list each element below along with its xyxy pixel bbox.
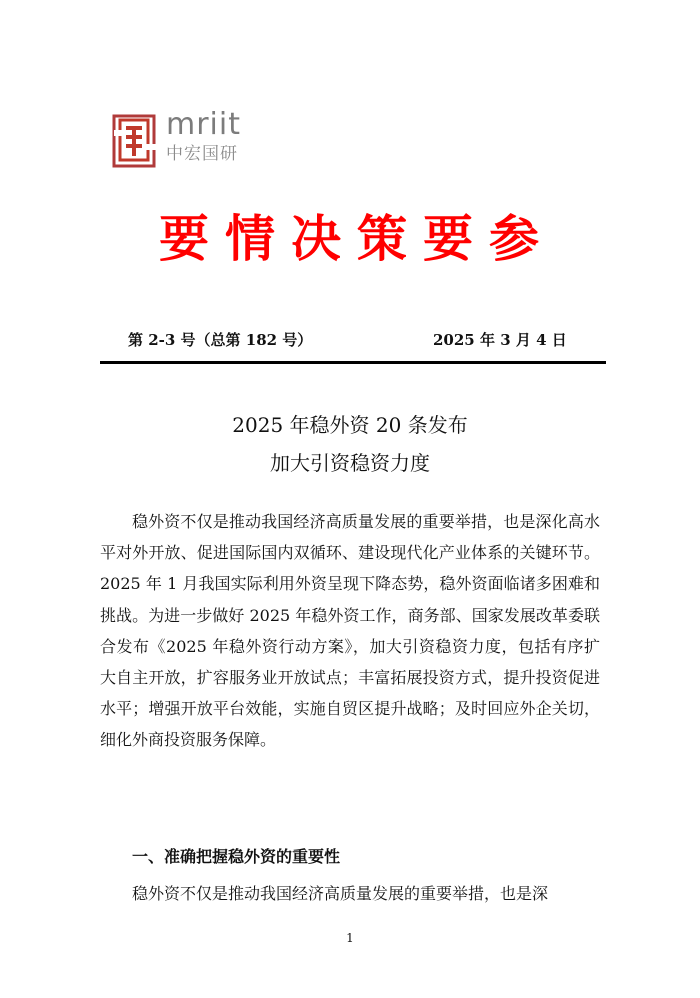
logo-text-en: mriit — [166, 107, 241, 142]
logo-text-cn: 中宏国研 — [166, 144, 238, 164]
issue-date: 2025 年 3 月 4 日 — [433, 331, 567, 349]
article-title-line1: 2025 年稳外资 20 条发布 — [232, 413, 468, 437]
header-divider — [100, 361, 606, 364]
masthead-title: 要情决策要参 — [159, 210, 555, 268]
mriit-logo-icon — [112, 114, 160, 168]
mriit-logo — [112, 107, 262, 168]
article-paragraph-1: 稳外资不仅是推动我国经济高质量发展的重要举措，也是深化高水平对外开放、促进国际国内双循环、建设现代化产业体系的关键环节。2025 年 1 月我国实际利用外资呈现下降态势，稳外资面临诸多困难和挑战。为进一步做好 2025 年稳外资工作，商务部、国家发展改革委联合发布《2025 年稳外资行动方案》，加大引资稳资力度，包括有序扩大自主开放，扩容服务业开放试点；丰富拓展投资方式，提升投资促进水平；增强开放平台效能，实施自贸区提升战略；及时回应外企关切，细化外商投资服务保障。 — [100, 512, 600, 750]
issue-number: 第 2-3 号（总第 182 号） — [128, 331, 313, 349]
article-title-line2: 加大引资稳资力度 — [270, 451, 430, 475]
page-number: 1 — [346, 931, 354, 945]
article-paragraph-2: 稳外资不仅是推动我国经济高质量发展的重要举措，也是深 — [132, 884, 549, 903]
section-heading-1: 一、准确把握稳外资的重要性 — [132, 847, 341, 866]
